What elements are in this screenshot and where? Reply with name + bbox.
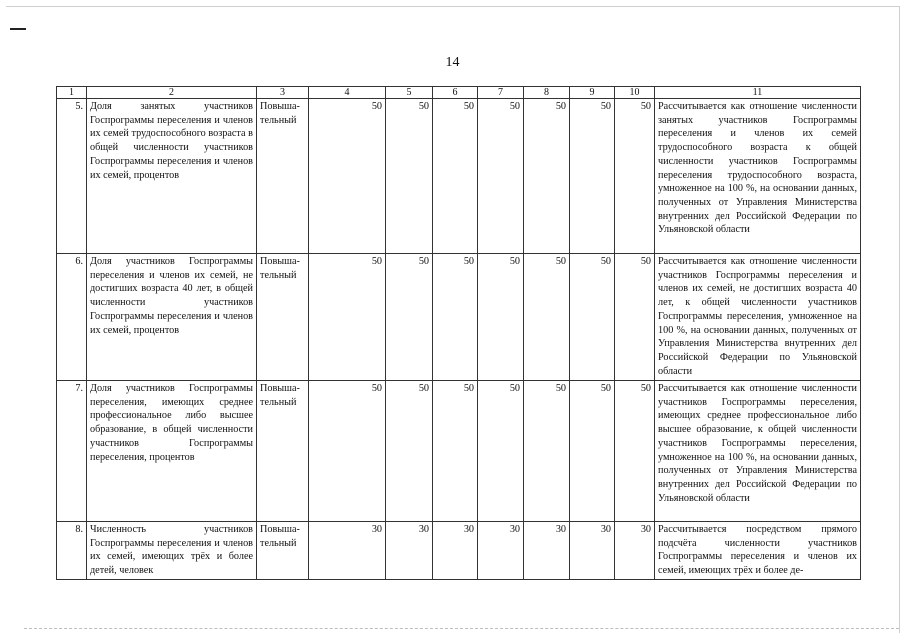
header-cell: 5 xyxy=(386,87,433,99)
indicator-name: Доля участников Госпрограммы переселения и членов их семей, не достигших возраста 40 лет, в общей численности участников Госпрограммы переселения и членов их семей, процентов xyxy=(87,254,257,381)
value-cell: 30 xyxy=(478,522,524,580)
calculation-method: Рассчитывается как отношение численности участников Госпрограммы переселения, имеющих среднее профессиональное либо высшее образование, к общей численности участников Госпрограммы переселения, умноженное на 100 %, на основании данных, полученных от Управления Министерства внутренних дел Российской Федерации по Ульяновской области xyxy=(655,381,861,522)
row-number: 8. xyxy=(57,522,87,580)
value-cell: 50 xyxy=(570,254,615,381)
header-cell: 8 xyxy=(524,87,570,99)
header-cell: 1 xyxy=(57,87,87,99)
value-cell: 50 xyxy=(386,99,433,254)
value-cell: 50 xyxy=(433,99,478,254)
row-number: 6. xyxy=(57,254,87,381)
value-cell: 30 xyxy=(615,522,655,580)
indicator-name: Доля занятых участников Госпрограммы переселения и членов их семей трудоспособного возраста в общей численности участников Госпрограммы переселения и членов их семей, процентов xyxy=(87,99,257,254)
indicator-name: Численность участников Госпрограммы переселения и членов их семей, имеющих трёх и более детей, человек xyxy=(87,522,257,580)
value-cell: 30 xyxy=(524,522,570,580)
header-cell: 6 xyxy=(433,87,478,99)
value-cell: 50 xyxy=(615,99,655,254)
value-cell: 50 xyxy=(478,381,524,522)
value-cell: 50 xyxy=(478,99,524,254)
corner-mark xyxy=(10,28,26,30)
value-cell: 50 xyxy=(615,254,655,381)
value-cell: 50 xyxy=(615,381,655,522)
header-cell: 2 xyxy=(87,87,257,99)
value-cell: 30 xyxy=(309,522,386,580)
header-cell: 9 xyxy=(570,87,615,99)
table-row xyxy=(57,522,861,580)
value-cell: 50 xyxy=(524,99,570,254)
value-cell: 50 xyxy=(433,254,478,381)
header-cell: 4 xyxy=(309,87,386,99)
calculation-method: Рассчитывается как отношение численности участников Госпрограммы переселения и членов их семей, не достигших возраста 40 лет, к общей численности участников Госпрограммы переселения, умноженное на 100 %, на основании данных, полученных от Управления Министерства внутренних дел Российской Федерации по Ульяновской области xyxy=(655,254,861,381)
header-cell: 10 xyxy=(615,87,655,99)
value-cell: 50 xyxy=(524,254,570,381)
table-row xyxy=(57,254,861,381)
table-row xyxy=(57,381,861,522)
indicators-table xyxy=(56,86,861,580)
value-cell: 50 xyxy=(570,99,615,254)
indicator-type: Повыша-тельный xyxy=(257,99,309,254)
indicator-type: Повыша-тельный xyxy=(257,522,309,580)
indicator-type: Повыша-тельный xyxy=(257,381,309,522)
header-cell: 3 xyxy=(257,87,309,99)
value-cell: 50 xyxy=(309,254,386,381)
value-cell: 50 xyxy=(433,381,478,522)
value-cell: 30 xyxy=(386,522,433,580)
value-cell: 50 xyxy=(524,381,570,522)
indicator-name: Доля участников Госпрограммы переселения, имеющих среднее профессиональное либо высшее образование, в общей численности участников Госпрограммы переселения, процентов xyxy=(87,381,257,522)
value-cell: 50 xyxy=(570,381,615,522)
value-cell: 50 xyxy=(309,381,386,522)
value-cell: 30 xyxy=(433,522,478,580)
table-row xyxy=(57,99,861,254)
value-cell: 50 xyxy=(478,254,524,381)
row-number: 5. xyxy=(57,99,87,254)
value-cell: 50 xyxy=(386,254,433,381)
header-row xyxy=(57,87,861,99)
value-cell: 50 xyxy=(386,381,433,522)
calculation-method: Рассчитывается как отношение численности занятых участников Госпрограммы переселения и членов их семей трудоспособного возраста к общей численности участников Госпрограммы переселения трудоспособного возраста, умноженное на 100 %, на основании данных, полученных от Управления Министерства внутренних дел Российской Федерации по Ульяновской области xyxy=(655,99,861,254)
header-cell: 7 xyxy=(478,87,524,99)
indicator-type: Повыша-тельный xyxy=(257,254,309,381)
page-number: 14 xyxy=(445,55,460,70)
header-cell: 11 xyxy=(655,87,861,99)
value-cell: 50 xyxy=(309,99,386,254)
value-cell: 30 xyxy=(570,522,615,580)
row-number: 7. xyxy=(57,381,87,522)
calculation-method: Рассчитывается посредством прямого подсчёта численности участников Госпрограммы переселения и членов их семей, имеющих трёх и более де- xyxy=(655,522,861,580)
bottom-divider xyxy=(24,628,899,629)
